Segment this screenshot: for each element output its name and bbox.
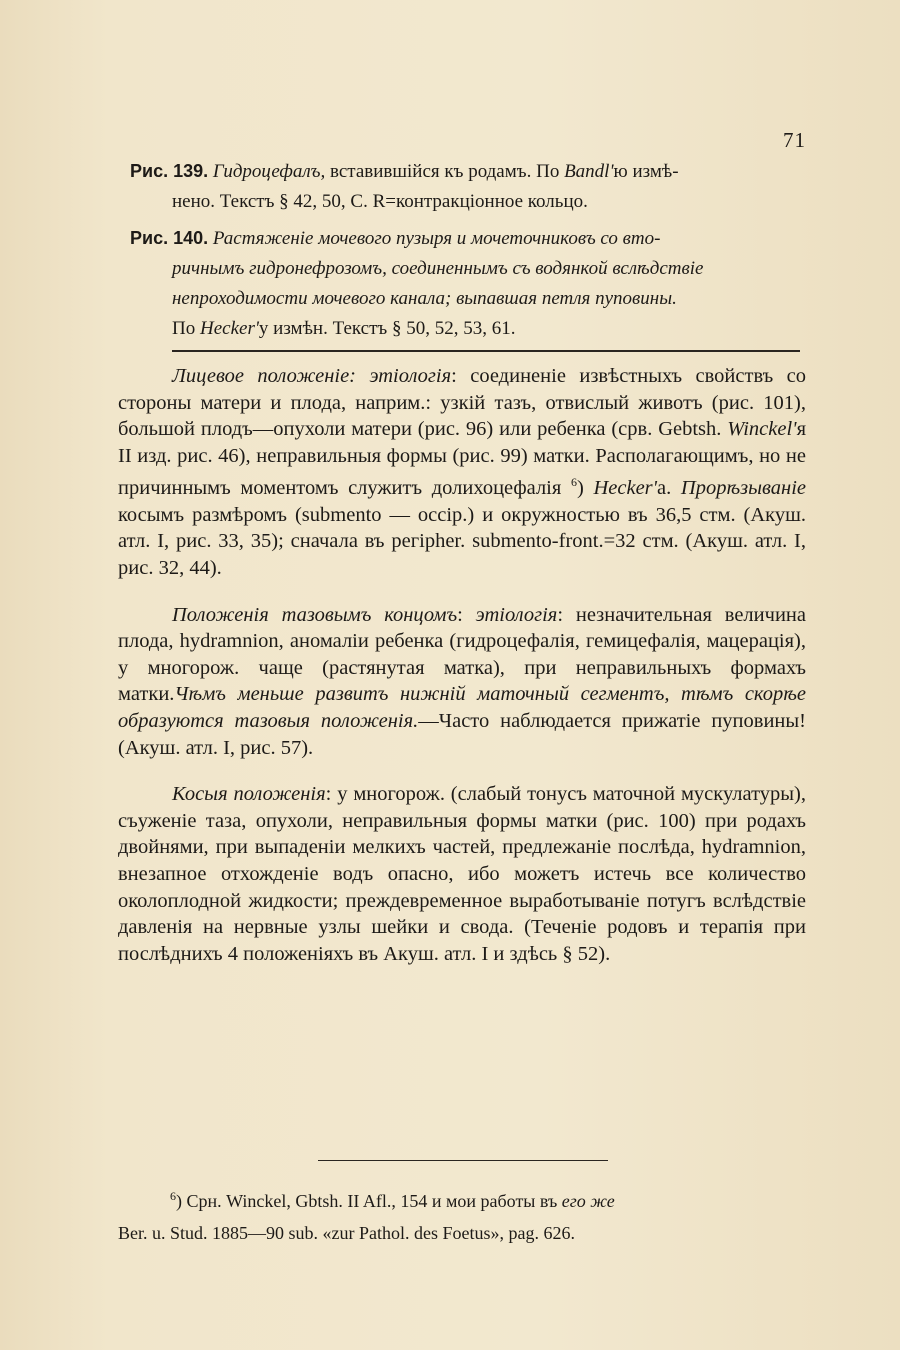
paragraph-text: —Часто наблюдается прижатіе пуповины! (Акуш. атл. I, рис. 57). [118, 709, 806, 759]
paragraph-heading: Положенія тазовымъ концомъ [172, 603, 458, 626]
figure-captions [130, 156, 810, 350]
figure-title: непроходимости мочевого канала; [172, 288, 452, 309]
figure-title: ричнымъ гидронефрозомъ, соединеннымъ съ водянкой вслѣдствіе [172, 258, 704, 279]
paragraph-text: я II изд. рис. 46), неправильныя формы (рис. 99) матки. Располагающимъ, но не причиннымъ моментомъ служитъ долихоцефалія [118, 418, 806, 500]
paragraph-face-presentation [118, 363, 806, 582]
main-text [118, 363, 806, 987]
caption-text: нено. Текстъ § 42, 50, C. R=контракціонное кольцо. [172, 191, 588, 212]
caption-text: По [172, 318, 200, 339]
author-name: Hecker' [199, 318, 259, 339]
paragraph-text: : незначительная величина плода, hydramnion, аномаліи ребенка (гидроцефалія, гемицефалія, мацерація), у многорож. чаще (растянутая матка), при неправильныхъ формахъ матки. [118, 603, 806, 706]
author-name: Hecker' [593, 477, 658, 500]
figure-caption-140 [130, 223, 810, 344]
page-number: 71 [783, 128, 806, 152]
footnote-marker: 6 [570, 475, 577, 490]
caption-line [130, 254, 810, 284]
figure-caption-139 [130, 156, 810, 217]
caption-line [130, 314, 810, 344]
paragraph-text: : [457, 603, 476, 626]
paragraph-heading: Лицевое положеніе: этіологія [172, 365, 452, 387]
footnote-line: Ber. u. Stud. 1885—90 sub. «zur Pathol. des Foetus», pag. 626. [118, 1223, 575, 1243]
figure-title: Гидроцефалъ, [212, 161, 326, 182]
footnote-text: его же [561, 1191, 615, 1211]
figure-title: Растяженіе мочевого пузыря и мочеточниковъ со вто- [212, 228, 661, 249]
figure-label: Рис. 139. [130, 161, 209, 181]
paragraph-subheading: Прорѣзываніе [680, 477, 807, 500]
footnote-text: ) Срн. Winckel, Gbtsh. II Afl., 154 и мои работы въ [176, 1191, 562, 1211]
paragraph-text: ) [576, 477, 594, 500]
author-name: Winckel' [727, 418, 797, 441]
paragraph-text: косымъ размѣромъ (submento — occip.) и окружностью въ 36,5 стм. (Акуш. атл. I, рис. 33, 35); сначала въ регірher. submento-front.=32 стм. (Акуш. атл. I, рис. 32, 44). [118, 503, 806, 579]
figure-label: Рис. 140. [130, 228, 209, 248]
caption-line [130, 284, 810, 314]
paragraph-text: а. [657, 477, 681, 500]
emphasis-text: Чѣмъ меньше развитъ нижній маточный сегментъ, тѣмъ скорѣе образуются тазовыя положенія. [118, 683, 806, 732]
caption-text: ю измѣ- [613, 161, 679, 182]
paragraph-subheading: этіологія [475, 603, 558, 626]
paragraph-breech-presentation [118, 602, 806, 762]
paragraph-text: : у многорож. (слабый тонусъ маточной мускулатуры), съуженіе таза, опухоли, неправильныя формы матки (рис. 100) при родахъ двойнями, при выпаденіи мелкихъ частей, предлежаніе послѣда, hydramnion, внезапное отхожденіе водъ опасно, ибо можетъ истечь все количество околоплодной жидкости; преждевременное выработываніе потугъ вслѣдствіе давленія на нервные узлы шейки и свода. (Теченіе родовъ и терапія при послѣднихъ 4 положеніяхъ въ Акуш. атл. I и здѣсь § 52). [118, 783, 807, 965]
footnote-marker: 6 [170, 1189, 176, 1203]
caption-text: у измѣн. Текстъ § 50, 52, 53, 61. [258, 318, 516, 339]
footnote-divider [318, 1160, 608, 1161]
paragraph-heading: Косыя положенія [172, 783, 326, 806]
paragraph-oblique-presentation [118, 781, 806, 967]
footnote-line [118, 1180, 808, 1217]
caption-text: вставившійся къ родамъ. По [325, 161, 565, 182]
author-name: Bandl' [564, 161, 614, 182]
paragraph-text: : соединеніе извѣстныхъ свойствъ со стороны матери и плода, наприм.: узкій тазъ, отвислый животъ (рис. 101), большой плодъ—опухоли матери (рис. 96) или ребенка (срв. Gebtsh. [118, 365, 806, 441]
caption-divider [172, 350, 800, 352]
figure-title: выпавшая петля пуповины. [451, 288, 677, 309]
footnote [118, 1180, 808, 1249]
